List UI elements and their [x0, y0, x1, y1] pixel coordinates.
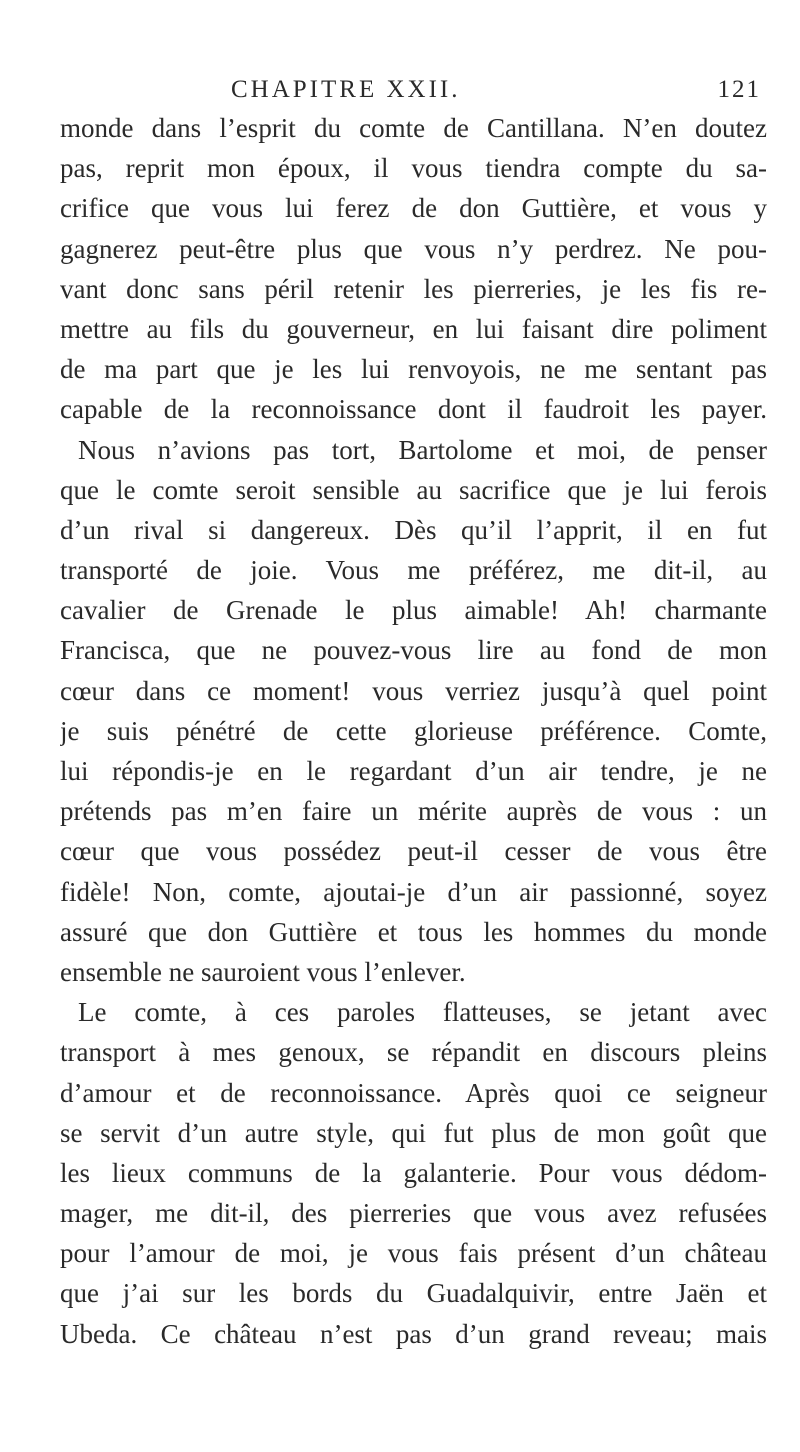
text-line: transport à mes genoux, se répandit en discours pleins	[60, 1037, 767, 1068]
text-line: fidèle! Non, comte, ajoutai-je d’un air passionné, soyez	[60, 876, 767, 907]
text-line: Francisca, que ne pouvez-vous lire au fond de mon	[60, 635, 767, 666]
running-head	[231, 68, 761, 108]
text-line: transporté de joie. Vous me préférez, me dit-il, au	[60, 555, 767, 586]
text-line: ensemble ne sauroient vous l’enlever.	[60, 956, 466, 987]
text-line: assuré que don Guttière et tous les hommes du monde	[60, 916, 767, 947]
text-line: monde dans l’esprit du comte de Cantillana. N’en doutez	[60, 113, 767, 143]
text-line: cœur que vous possédez peut-il cesser de vous être	[60, 836, 767, 867]
text-line: cavalier de Grenade le plus aimable! Ah! charmante	[60, 595, 767, 626]
text-line: capable de la reconnoissance dont il faudroit les payer.	[60, 394, 767, 425]
text-line: Ubeda. Ce château n’est pas d’un grand reveau; mais	[60, 1318, 767, 1349]
text-line: prétends pas m’en faire un mérite auprès de vous : un	[60, 796, 767, 827]
text-line: se servit d’un autre style, qui fut plus de mon goût que	[60, 1117, 767, 1148]
text-line: d’amour et de reconnoissance. Après quoi ce seigneur	[60, 1077, 767, 1108]
text-line: Le comte, à ces paroles flatteuses, se jetant avec	[78, 997, 767, 1028]
page-number: 121	[717, 76, 761, 103]
text-line: je suis pénétré de cette glorieuse préférence. Comte,	[60, 715, 767, 746]
text-line: mettre au fils du gouverneur, en lui faisant dire poliment	[60, 313, 767, 344]
text-line: que le comte seroit sensible au sacrifice que je lui ferois	[60, 474, 767, 505]
text-line: vant donc sans péril retenir les pierreries, je les fis re-	[60, 273, 767, 304]
text-line: mager, me dit-il, des pierreries que vous avez refusées	[60, 1198, 767, 1229]
text-line: pas, reprit mon époux, il vous tiendra compte du sa-	[60, 153, 767, 184]
chapter-title: CHAPITRE XXII.	[231, 76, 461, 103]
text-line: Nous n’avions pas tort, Bartolome et moi, de penser	[78, 434, 767, 465]
text-line: les lieux communs de la galanterie. Pour vous dédom-	[60, 1157, 767, 1188]
text-line: que j’ai sur les bords du Guadalquivir, entre Jaën et	[60, 1278, 767, 1309]
text-line: cœur dans ce moment! vous verriez jusqu’à quel point	[60, 675, 767, 706]
text-line: d’un rival si dangereux. Dès qu’il l’apprit, il en fut	[60, 514, 767, 545]
text-line: lui répondis-je en le regardant d’un air tendre, je ne	[60, 756, 767, 786]
text-line: gagnerez peut-être plus que vous n’y perdrez. Ne pou-	[60, 233, 767, 264]
text-line: crifice que vous lui ferez de don Guttière, et vous y	[60, 193, 767, 224]
text-line: pour l’amour de moi, je vous fais présent d’un château	[60, 1238, 767, 1269]
body-text	[60, 108, 767, 1354]
text-line: de ma part que je les lui renvoyois, ne me sentant pas	[60, 354, 767, 385]
